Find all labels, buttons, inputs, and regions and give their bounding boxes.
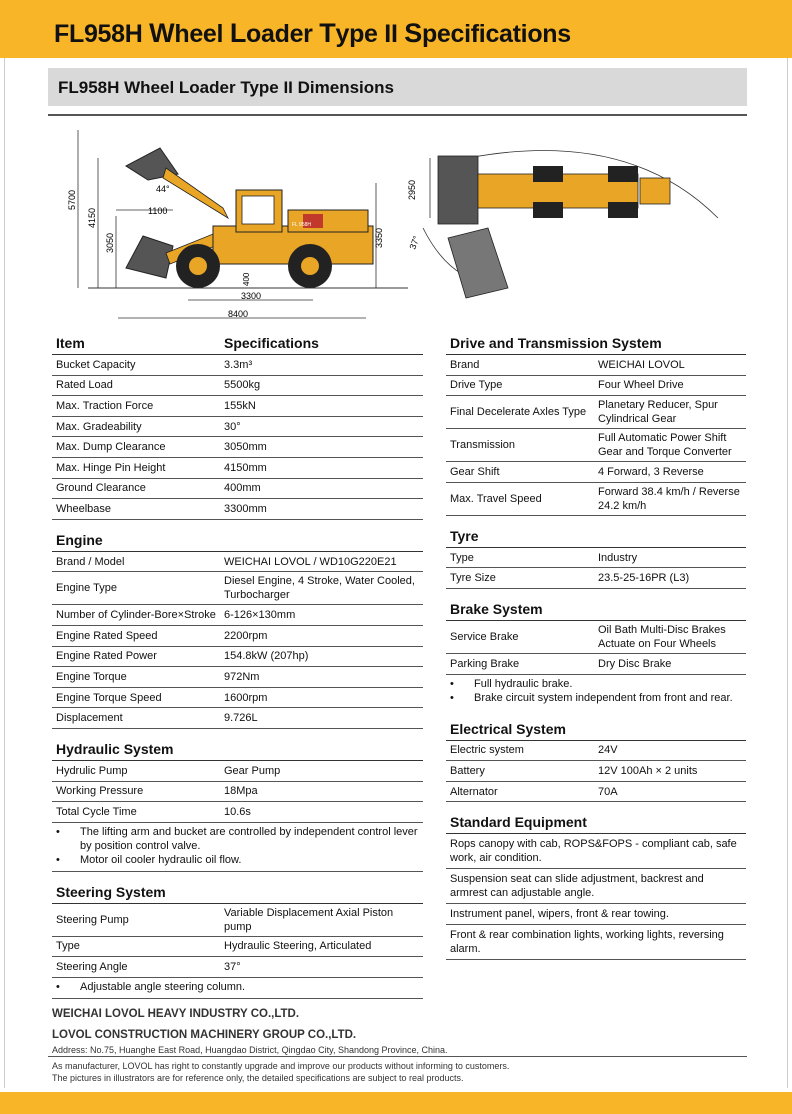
hydraulic-notes	[52, 823, 423, 872]
brake-title: Brake System	[446, 597, 746, 621]
page-border-right	[787, 58, 788, 1088]
table-row: Engine Torque 972Nm	[52, 667, 423, 688]
dim-1100: 1100	[148, 206, 168, 216]
company-address: Address: No.75, Huanghe East Road, Huangdao District, Qingdao City, Shandong Province, China.	[52, 1045, 448, 1055]
header-item: Item	[56, 335, 85, 351]
list-item: Instrument panel, wipers, front & rear towing.	[446, 904, 746, 925]
table-row: Bucket Capacity 3.3m³	[52, 355, 423, 376]
table-row: Max. Hinge Pin Height 4150mm	[52, 458, 423, 479]
list-item: • Adjustable angle steering column.	[56, 980, 246, 993]
list-item: • Full hydraulic brake.	[450, 677, 573, 690]
table-row: Battery 12V 100Ah × 2 units	[446, 761, 746, 782]
main-spec-table	[52, 355, 423, 520]
list-item: Suspension seat can slide adjustment, backrest and armrest can adjustable angle.	[446, 869, 746, 904]
table-row: Drive Type Four Wheel Drive	[446, 376, 746, 397]
table-row: Max. Traction Force 155kN	[52, 396, 423, 417]
list-item: Rops canopy with cab, ROPS&FOPS - compliant cab, safe work, air condition.	[446, 834, 746, 869]
list-item: • The lifting arm and bucket are controlled by independent control lever by position control valve.	[56, 825, 418, 852]
table-row: Working Pressure 18Mpa	[52, 782, 423, 803]
drive-title: Drive and Transmission System	[446, 331, 746, 355]
list-item: Front & rear combination lights, working lights, reversing alarm.	[446, 925, 746, 960]
table-row: Alternator 70A	[446, 782, 746, 803]
tyre-title: Tyre	[446, 524, 746, 548]
hydraulic-table	[52, 761, 423, 823]
dim-5700: 5700	[67, 189, 77, 210]
list-item: • Motor oil cooler hydraulic oil flow.	[56, 853, 242, 866]
table-row: Number of Cylinder-Bore×Stroke 6-126×130mm	[52, 605, 423, 626]
page-border-left	[4, 58, 5, 1088]
disclaimer-line: As manufacturer, LOVOL has right to constantly upgrade and improve our products without informing to customers.	[52, 1061, 510, 1071]
table-row: Steering Pump Variable Displacement Axial Piston pump	[52, 904, 423, 937]
table-row: Brand WEICHAI LOVOL	[446, 355, 746, 376]
electrical-table	[446, 741, 746, 803]
disclaimer	[52, 1060, 509, 1084]
dim-4150: 4150	[87, 207, 97, 228]
table-row: Gear Shift 4 Forward, 3 Reverse	[446, 462, 746, 483]
steering-title: Steering System	[52, 880, 423, 904]
table-row: Engine Rated Speed 2200rpm	[52, 626, 423, 647]
steering-table	[52, 904, 423, 978]
section-banner-title: FL958H Wheel Loader Type II Dimensions	[58, 78, 394, 97]
table-row: Steering Angle 37°	[52, 957, 423, 978]
divider	[48, 114, 747, 116]
table-row: Final Decelerate Axles Type Planetary Reducer, Spur Cylindrical Gear	[446, 396, 746, 429]
table-row: Service Brake Oil Bath Multi-Disc Brakes Actuate on Four Wheels	[446, 621, 746, 654]
machine-plate: FL 958H	[292, 222, 311, 228]
dim-8400: 8400	[228, 309, 249, 319]
dim-2950: 2950	[407, 179, 417, 200]
right-column	[446, 331, 746, 960]
steering-notes	[52, 978, 423, 999]
footer-bar	[0, 1092, 792, 1114]
table-row: Max. Gradeability 30°	[52, 417, 423, 438]
table-row: Electric system 24V	[446, 741, 746, 762]
divider	[48, 1056, 747, 1057]
main-spec-header	[52, 331, 423, 355]
engine-table	[52, 552, 423, 729]
hydraulic-title: Hydraulic System	[52, 737, 423, 761]
table-row: Parking Brake Dry Disc Brake	[446, 654, 746, 675]
tyre-table	[446, 548, 746, 589]
table-row: Hydrulic Pump Gear Pump	[52, 761, 423, 782]
header-spec: Specifications	[224, 335, 319, 351]
footer	[52, 1008, 752, 1055]
dimension-diagram	[48, 118, 747, 330]
brake-table	[446, 621, 746, 675]
brake-notes	[446, 675, 746, 709]
dim-3350: 3350	[374, 227, 384, 248]
dim-3300: 3300	[241, 291, 262, 301]
table-row: Brand / Model WEICHAI LOVOL / WD10G220E21	[52, 552, 423, 573]
table-row: Type Industry	[446, 548, 746, 569]
table-row: Transmission Full Automatic Power Shift Gear and Torque Converter	[446, 429, 746, 462]
standard-list	[446, 834, 746, 960]
drive-table	[446, 355, 746, 516]
electrical-title: Electrical System	[446, 717, 746, 741]
table-row: Max. Travel Speed Forward 38.4 km/h / Reverse 24.2 km/h	[446, 483, 746, 516]
table-row: Engine Type Diesel Engine, 4 Stroke, Water Cooled, Turbocharger	[52, 572, 423, 605]
dim-angle-44: 44°	[156, 184, 170, 194]
table-row: Type Hydraulic Steering, Articulated	[52, 937, 423, 958]
table-row: Engine Rated Power 154.8kW (207hp)	[52, 647, 423, 668]
engine-title: Engine	[52, 528, 423, 552]
dim-3050: 3050	[105, 232, 115, 253]
list-item: • Brake circuit system independent from front and rear.	[450, 691, 733, 704]
left-column	[52, 331, 423, 999]
section-banner	[48, 68, 747, 106]
page-title: FL958H Wheel Loader Type II Specifications	[54, 18, 571, 48]
disclaimer-line: The pictures in illustrators are for reference only, the detailed specifications are subject to real products.	[52, 1073, 464, 1083]
table-row: Engine Torque Speed 1600rpm	[52, 688, 423, 709]
table-row: Total Cycle Time 10.6s	[52, 802, 423, 823]
table-row: Max. Dump Clearance 3050mm	[52, 437, 423, 458]
table-row: Ground Clearance 400mm	[52, 479, 423, 500]
standard-title: Standard Equipment	[446, 810, 746, 834]
company-name-2: LOVOL CONSTRUCTION MACHINERY GROUP CO.,LTD.	[52, 1029, 357, 1041]
company-name-1: WEICHAI LOVOL HEAVY INDUSTRY CO.,LTD.	[52, 1008, 300, 1020]
table-row: Displacement 9.726L	[52, 708, 423, 729]
dim-angle-37: 37°	[407, 234, 422, 251]
header-bar	[0, 0, 792, 58]
table-row: Rated Load 5500kg	[52, 376, 423, 397]
table-row: Wheelbase 3300mm	[52, 499, 423, 520]
table-row: Tyre Size 23.5-25-16PR (L3)	[446, 568, 746, 589]
dim-400: 400	[242, 272, 251, 286]
